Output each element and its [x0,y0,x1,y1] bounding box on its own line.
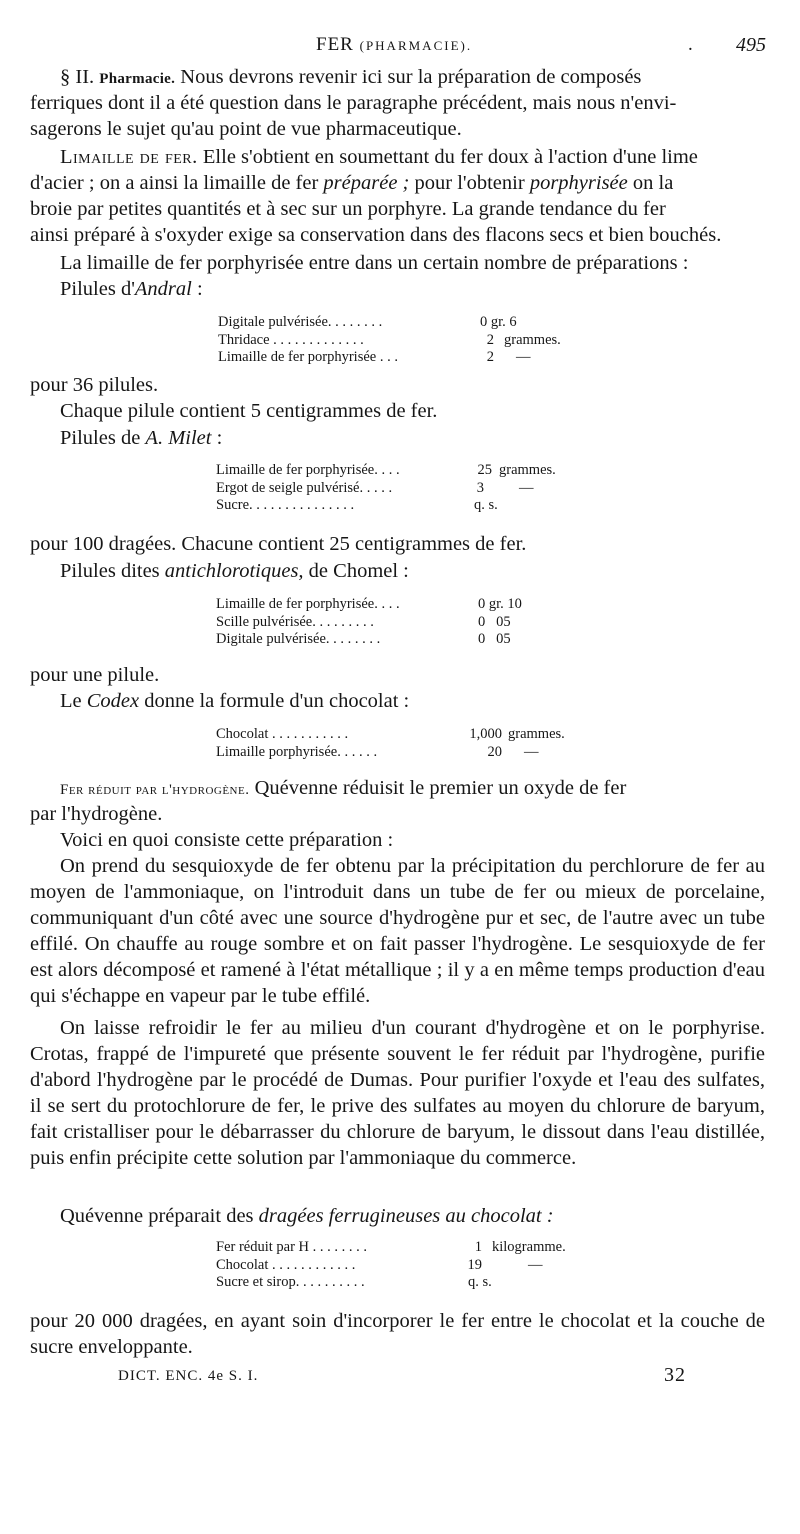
limaille-line-4: ainsi préparé à s'oxyder exige sa conservation dans des flacons secs et bien bouchés. [30,224,722,246]
running-header [0,34,800,58]
chomel-count: pour une pilule. [30,664,160,686]
milet-intro: Pilules de A. Milet : [60,427,223,449]
limaille-paragraph-2: La limaille de fer porphyrisée entre dans un certain nombre de préparations : [60,252,689,274]
section-marker: § II. [60,66,95,88]
recipe-andral [218,314,588,367]
andral-intro: Pilules d'Andral : [60,278,203,300]
andral-dose: Chaque pilule contient 5 centigrammes de fer. [60,400,438,422]
dragees-intro: Quévenne préparait des dragées ferrugineuses au chocolat : [60,1205,554,1227]
recipe-dragees [216,1239,596,1292]
codex-intro: Le Codex donne la formule d'un chocolat : [60,690,410,712]
recipe-row: Chocolat . . . . . . . . . . . . 19 — [216,1256,543,1273]
limaille-line-1: Limaille de fer. Elle s'obtient en soumettant du fer doux à l'action d'une lime [60,146,698,168]
recipe-row: Chocolat . . . . . . . . . . . 1,000 grammes. [216,726,565,742]
recipe-row: Scille pulvérisée. . . . . . . . . 0 05 [216,613,511,630]
section-intro-line-1: § II. Pharmacie. Nous devrons revenir ici sur la préparation de composés [60,66,642,88]
reduit-line-1: Fer réduit par l'hydrogène. Quévenne réduisit le premier un oxyde de fer [60,777,627,799]
limaille-line-3: broie par petites quantités et à sec sur un porphyre. La grande tendance du fer [30,198,666,220]
recipe-row: Limaille de fer porphyrisée . . . 2 — [218,349,531,365]
recipe-row: Sucre. . . . . . . . . . . . . . . q. s. [216,497,498,513]
section-intro-line-3: sagerons le sujet qu'au point de vue pharmaceutique. [30,118,462,140]
reduit-paragraph-4: On laisse refroidir le fer au milieu d'un courant d'hydrogène et on le porphyrise. Crotas, frappé de l'impureté que présente souvent le fer réduit par l'hydrogène, purifie d'abord l'hydrogène par le procédé de Dumas. Pour purifier l'oxyde et l'eau des sulfates, il se sert du protochlorure de fer, le prive des sulfates au moyen du chlorure de baryum, fait cristalliser pour le débarrasser du chlorure de baryum, le dissout dans l'eau distillée, puis enfin précipite cette solution par l'ammoniaque du commerce. [30,1017,765,1169]
signature-mark: DICT. ENC. 4e S. I. [118,1368,259,1384]
reduit-paragraph-3: On prend du sesquioxyde de fer obtenu par la précipitation du perchlorure de fer au moyen de l'ammoniaque, on l'introduit dans un tube de fer ou mieux de porcelaine, communiquant d'un côté avec une source d'hydrogène pur et sec, de l'autre avec un tube effilé. On chauffe au rouge sombre et on fait passer l'hydrogène. Le sesquioxyde de fer est alors décomposé et ramené à l'état métallique ; il y a en même temps production d'eau qui s'échappe en vapeur par le tube effilé. [30,855,765,1007]
reduit-heading: Fer réduit par l'hydrogène. [60,782,250,798]
recipe-milet [216,462,586,515]
limaille-heading: Limaille de fer. [60,146,198,168]
recipe-codex [216,726,596,761]
sheet-number: 32 [664,1364,686,1386]
reduit-line-2: par l'hydrogène. [30,803,163,825]
section-heading: Pharmacie. [99,71,176,87]
page-number: 495 [736,34,766,56]
recipe-row: Limaille de fer porphyrisée. . . . 0 gr. 10 [216,596,522,612]
header-title: FER (PHARMACIE). [316,34,473,55]
recipe-row: Sucre et sirop. . . . . . . . . . q. s. [216,1274,492,1290]
section-intro-line-2: ferriques dont il a été question dans le paragraphe précédent, mais nous n'envi- [30,92,677,114]
dragees-count: pour 20 000 dragées, en ayant soin d'incorporer le fer entre le chocolat et la couche de sucre enveloppante. [30,1310,765,1358]
recipe-row: Fer réduit par H . . . . . . . . 1 kilogramme. [216,1239,566,1255]
header-separator: . [688,34,693,55]
recipe-row: Digitale pulvérisée. . . . . . . . 0 05 [216,631,511,647]
recipe-row: Thridace . . . . . . . . . . . . . 2 grammes. [218,331,561,348]
recipe-row: Limaille porphyrisée. . . . . . 20 — [216,743,539,760]
recipe-row: Ergot de seigle pulvérisé. . . . . 3 — [216,479,534,496]
limaille-line-2: d'acier ; on a ainsi la limaille de fer préparée ; pour l'obtenir porphyrisée on la [30,172,674,194]
reduit-paragraph-2: Voici en quoi consiste cette préparation : [60,829,394,851]
recipe-row: Limaille de fer porphyrisée. . . . 25 grammes. [216,462,556,478]
recipe-row: Digitale pulvérisée. . . . . . . . 0 gr. 6 [218,314,517,330]
andral-count: pour 36 pilules. [30,374,159,396]
recipe-chomel [216,596,586,649]
chomel-intro: Pilules dites antichlorotiques, de Chomel : [60,560,409,582]
milet-count: pour 100 dragées. Chacune contient 25 centigrammes de fer. [30,533,527,555]
